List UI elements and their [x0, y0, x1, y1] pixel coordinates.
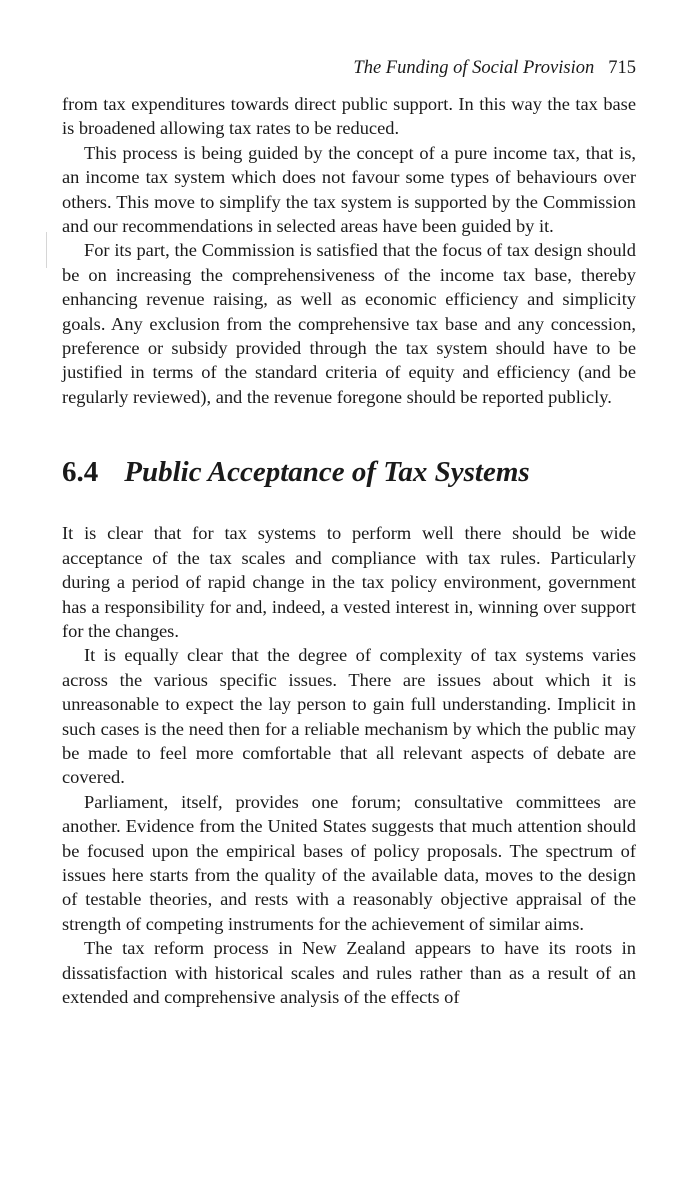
running-title: The Funding of Social Provision	[353, 58, 595, 78]
paragraph: It is clear that for tax systems to perform well there should be wide acceptance of the tax scales and compliance with tax rules. Particularly during a period of rapid change in the tax policy environment, government has a responsibility for and, indeed, a vested interest in, winning over support for the changes.	[62, 523, 636, 641]
paragraph: Parliament, itself, provides one forum; consultative committees are another. Evidence from the United States suggests that much attention should be focused upon the empirical bases of policy proposals. The spectrum of issues here starts from the quality of the available data, moves to the design of testable theories, and rests with a reasonably objective appraisal of the strength of competing instruments for the achievement of similar aims.	[62, 791, 636, 934]
paragraph: It is equally clear that the degree of complexity of tax systems varies across the various specific issues. There are issues about which it is unreasonable to expect the lay person to gain full understanding. Implicit in such cases is the need then for a reliable mechanism by which the public may be made to feel more comfortable that all relevant aspects of debate are covered.	[62, 645, 636, 788]
paragraph: The tax reform process in New Zealand appears to have its roots in dissatisfaction with historical scales and rules rather than as a result of an extended and comprehensive analysis of the effects of	[62, 938, 636, 1007]
body-text-top	[62, 92, 636, 409]
section-number: 6.4	[62, 456, 99, 489]
paragraph: from tax expenditures towards direct public support. In this way the tax base is broadened allowing tax rates to be reduced.	[62, 94, 636, 139]
section-heading	[62, 455, 636, 489]
running-head	[62, 58, 636, 86]
document-page	[62, 58, 636, 1009]
body-text-bottom	[62, 521, 636, 1009]
margin-rule	[46, 232, 47, 268]
section-title: Public Acceptance of Tax Systems	[124, 456, 530, 489]
paragraph: This process is being guided by the concept of a pure income tax, that is, an income tax system which does not favour some types of behaviours over others. This move to simplify the tax system is supported by the Commission and our recommendations in selected areas have been guided by it.	[62, 142, 636, 237]
page-number: 715	[608, 58, 636, 78]
paragraph: For its part, the Commission is satisfied that the focus of tax design should be on increasing the comprehensiveness of the income tax base, thereby enhancing revenue raising, as well as economic efficiency and simplicity goals. Any exclusion from the comprehensive tax base and any concession, preference or subsidy provided through the tax system should have to be justified in terms of the standard criteria of equity and efficiency (and be regularly reviewed), and the revenue foregone should be reported publicly.	[62, 240, 636, 407]
